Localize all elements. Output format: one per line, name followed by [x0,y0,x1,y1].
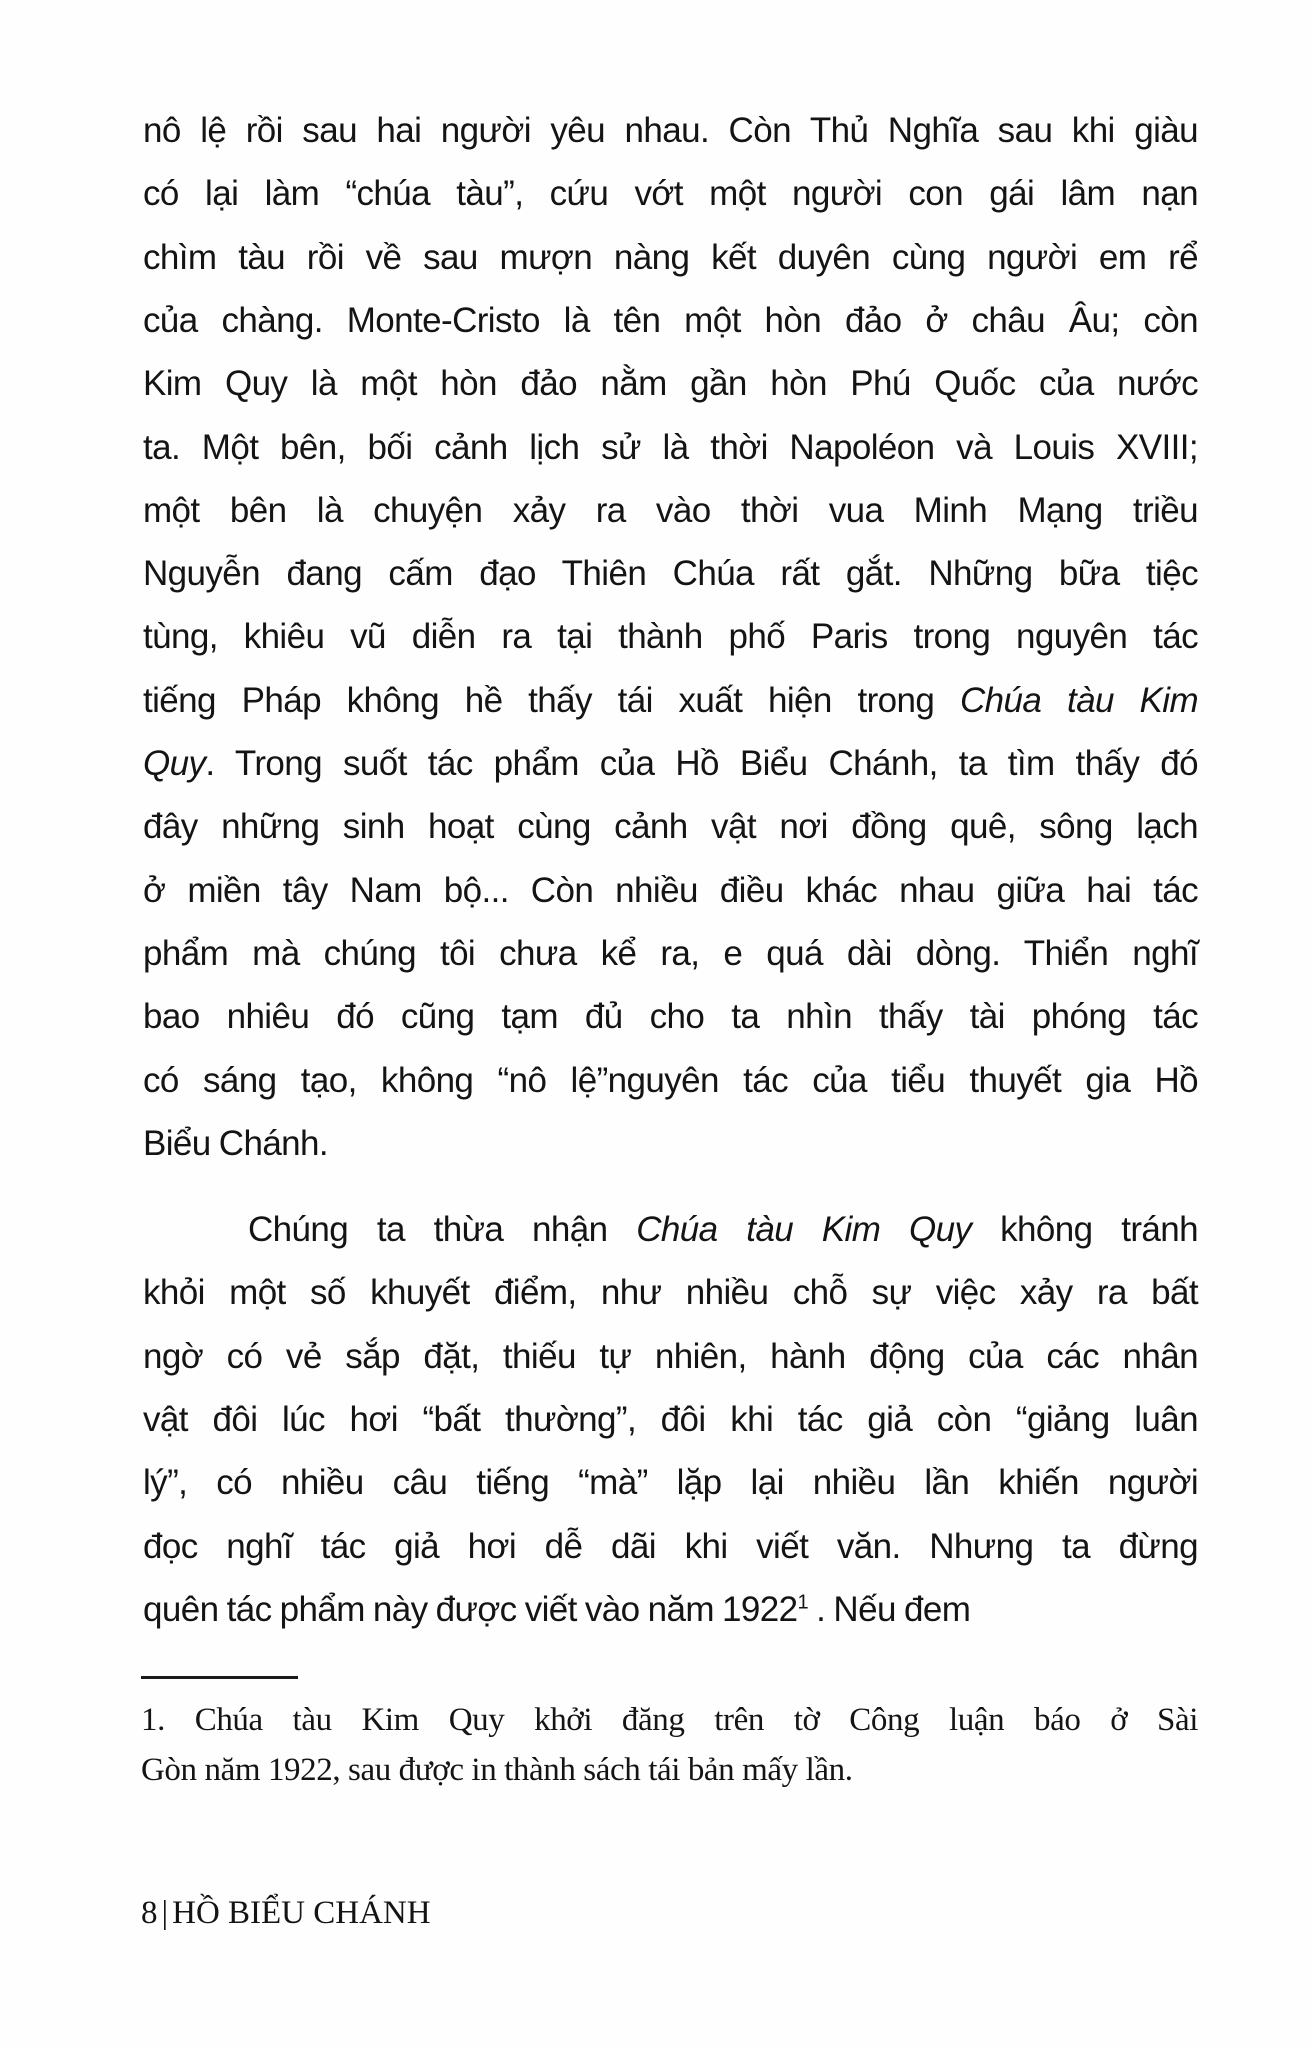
running-title: HỒ BIỂU CHÁNH [172,1895,431,1931]
text-segment: quên tác phẩm này được viết vào năm 1922 [143,1589,798,1629]
text-line [143,426,1198,470]
text-line [143,489,1198,533]
footnote-separator-rule [141,1676,298,1679]
italic-title: Chúa tàu Kim Quy [636,1210,972,1250]
footnote-line: Gòn năm 1922, sau được in thành sách tái bản mấy lần. [141,1752,853,1788]
text-segment: lý”, có nhiều câu tiếng “mà” lặp lại nhiều lần khiến người [143,1463,1198,1503]
text-segment: Nguyễn đang cấm đạo Thiên Chúa rất gắt. Những bữa tiệc [143,554,1198,594]
text-line [143,615,1198,659]
text-line [143,236,1198,280]
text-line [143,109,1198,153]
text-line [143,552,1198,596]
text-segment: . Nếu đem [808,1589,971,1629]
italic-title: Quy [143,744,206,783]
text-segment: đây những sinh hoạt cùng cảnh vật nơi đồng quê, sông lạch [143,807,1198,847]
text-segment: khỏi một số khuyết điểm, như nhiều chỗ sự việc xảy ra bất [143,1273,1198,1313]
text-segment: ta. Một bên, bối cảnh lịch sử là thời Napoléon và Louis XVIII; [143,427,1198,467]
footer-separator: | [161,1895,169,1931]
text-segment: có lại làm “chúa tàu”, cứu vớt một người con gái lâm nạn [143,174,1198,214]
text-segment: Kim Quy là một hòn đảo nằm gần hòn Phú Quốc của nước [143,364,1198,404]
footnote-reference: 1 [797,1591,809,1614]
text-segment: một bên là chuyện xảy ra vào thời vua Minh Mạng triều [143,490,1198,530]
text-line [143,299,1198,343]
text-line [143,362,1198,406]
text-line [143,1588,1198,1632]
text-segment: ngờ có vẻ sắp đặt, thiếu tự nhiên, hành động của các nhân [143,1336,1198,1376]
text-segment: Chúng ta thừa nhận [248,1210,637,1250]
text-line [143,1525,1198,1569]
text-segment: tiếng Pháp không hề thấy tái xuất hiện trong [143,680,960,720]
text-line [143,1335,1198,1379]
text-segment: của chàng. Monte-Cristo là tên một hòn đảo ở châu Âu; còn [143,300,1198,340]
text-line [143,1059,1198,1103]
text-segment: . Trong suốt tác phẩm của Hồ Biểu Chánh, ta tìm thấy đó [205,744,1198,783]
text-segment: có sáng tạo, không “nô lệ”nguyên tác của tiểu thuyết gia Hồ [143,1060,1198,1100]
text-line [143,869,1198,913]
text-line [143,1461,1198,1505]
text-line [143,932,1198,976]
text-line [143,1122,1198,1166]
text-line [143,1398,1198,1442]
text-segment: vật đôi lúc hơi “bất thường”, đôi khi tác giả còn “giảng luân [143,1400,1198,1439]
italic-title: Chúa tàu Kim [959,680,1198,720]
text-line [143,995,1198,1039]
text-segment: tùng, khiêu vũ diễn ra tại thành phố Paris trong nguyên tác [143,617,1198,657]
text-line [143,172,1198,216]
text-line [143,742,1198,786]
text-line [248,1208,1198,1252]
text-segment: nô lệ rồi sau hai người yêu nhau. Còn Thủ Nghĩa sau khi giàu [143,111,1198,150]
text-segment: chìm tàu rồi về sau mượn nàng kết duyên cùng người em rể [143,237,1198,277]
text-line [143,1271,1198,1315]
text-segment: ở miền tây Nam bộ... Còn nhiều điều khác nhau giữa hai tác [143,870,1198,910]
text-segment: bao nhiêu đó cũng tạm đủ cho ta nhìn thấy tài phóng tác [143,997,1198,1037]
text-segment: phẩm mà chúng tôi chưa kể ra, e quá dài dòng. Thiển nghĩ [143,933,1198,973]
running-footer [141,1893,431,1933]
text-line [143,679,1198,723]
footnote-line: 1. Chúa tàu Kim Quy khởi đăng trên tờ Công luận báo ở Sài [141,1702,1198,1738]
page-number: 8 [141,1895,158,1931]
text-segment: đọc nghĩ tác giả hơi dễ dãi khi viết văn. Nhưng ta đừng [143,1526,1198,1566]
text-segment: không tránh [971,1210,1198,1250]
text-line [143,805,1198,849]
text-segment: Biểu Chánh. [143,1123,329,1163]
